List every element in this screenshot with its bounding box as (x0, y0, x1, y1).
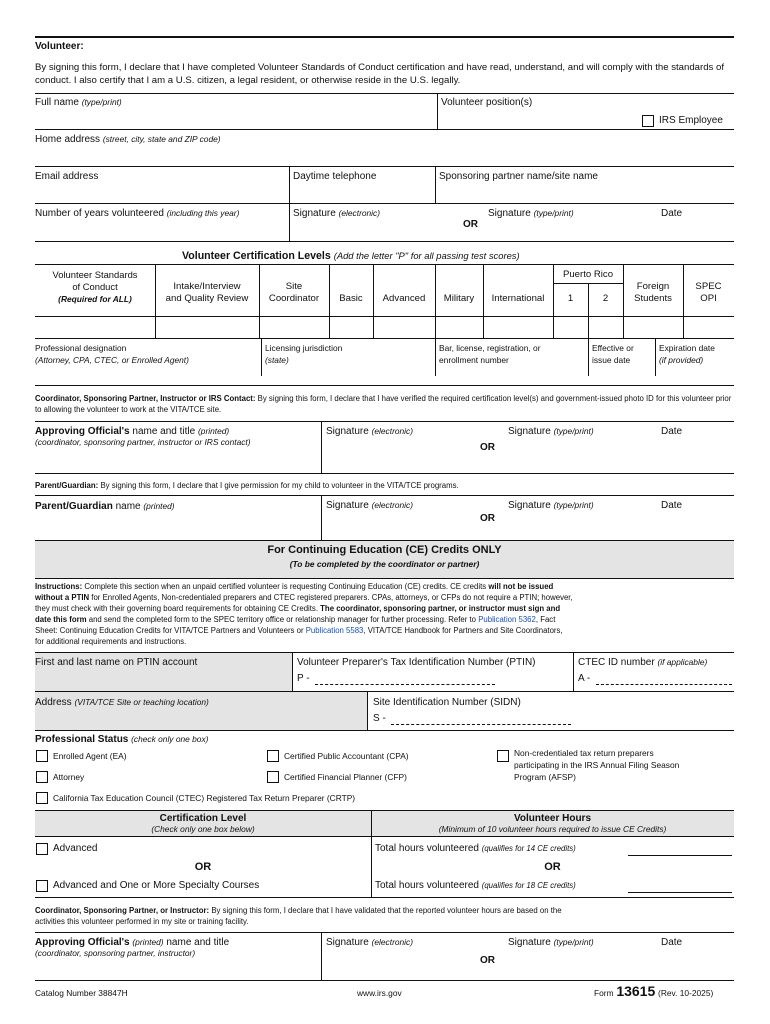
ce-approving-official-label: Approving Official's (printed) name and title (coordinator, sponsoring partner, instructor) (35, 937, 230, 958)
home-address-field[interactable] (35, 146, 734, 166)
or-text: OR (480, 513, 495, 524)
licensing-jurisdiction-label: Licensing jurisdiction (state) (265, 343, 343, 365)
website: www.irs.gov (357, 988, 402, 998)
or-text: OR (463, 219, 478, 230)
coordinator-declaration: Coordinator, Sponsoring Partner, Instructor or IRS Contact: By signing this form, I declare that I have verified the required certification level(s) and government-issued photo ID for this volunteer prior to allowing the volunteer to work at the VITA/TCE site. (35, 394, 732, 414)
years-volunteered-label: Number of years volunteered (including this year) (35, 208, 240, 219)
ptin-input[interactable] (315, 684, 495, 685)
col-basic-header: Basic (339, 293, 363, 304)
non-credentialed-checkbox[interactable] (497, 750, 509, 762)
ctec-id-label: CTEC ID number (if applicable) (578, 657, 708, 668)
sidn-prefix: S - (373, 713, 386, 724)
or-text: OR (480, 442, 495, 453)
col-advanced-header: Advanced (382, 293, 426, 304)
ptin-prefix: P - (297, 673, 310, 684)
ce-cert-level-title: Certification Level (159, 813, 247, 824)
ce-subtitle: (To be completed by the coordinator or partner) (289, 559, 480, 569)
col-spec-opi-header: SPEC OPI (695, 281, 722, 304)
parent-name-label: Parent/Guardian name (printed) (35, 501, 175, 512)
attorney-label: Attorney (53, 772, 85, 782)
site-address-label: Address (VITA/TCE Site or teaching location) (35, 697, 209, 708)
form-id: Form 13615 (Rev. 10-2025) (594, 983, 714, 999)
professional-designation-label: Professional designation (Attorney, CPA, CTEC, or Enrolled Agent) (35, 343, 189, 365)
coordinator-date-label: Date (661, 426, 683, 437)
catalog-number: Catalog Number 38847H (35, 988, 128, 998)
col-vsc-header: Volunteer Standards of Conduct (Required for ALL) (52, 269, 138, 304)
coordinator-signature-typeprint-label: Signature (type/print) (508, 426, 594, 437)
parent-signature-typeprint-label: Signature (type/print) (508, 500, 594, 511)
professional-status-label: Professional Status (check only one box) (35, 734, 209, 745)
effective-date-label: Effective or issue date (592, 343, 634, 365)
advanced-specialty-label: Advanced and One or More Specialty Courses (53, 880, 260, 891)
ce-cert-level-sub: (Check only one box below) (151, 824, 255, 834)
parent-declaration: Parent/Guardian: By signing this form, I declare that I give permission for my child to volunteer in the VITA/TCE programs. (35, 481, 459, 490)
advanced-specialty-checkbox[interactable] (36, 880, 48, 892)
or-text: OR (544, 861, 561, 873)
enrolled-agent-label: Enrolled Agent (EA) (53, 751, 127, 761)
hours-14-label: Total hours volunteered (qualifies for 14 CE credits) (375, 843, 576, 854)
col-site-header: Site Coordinator (268, 281, 320, 304)
col-foreign-students-header: Foreign Students (634, 281, 672, 304)
irs-employee-label: IRS Employee (659, 115, 723, 126)
bar-license-label: Bar, license, registration, or enrollment number (439, 343, 541, 365)
parent-signature-electronic-label: Signature (electronic) (326, 500, 414, 511)
parent-date-label: Date (661, 500, 683, 511)
col-pr-2-header: 2 (602, 293, 609, 304)
advanced-label: Advanced (53, 843, 98, 854)
daytime-telephone-label: Daytime telephone (293, 171, 377, 182)
signature-typeprint-label: Signature (type/print) (488, 208, 574, 219)
signature-electronic-label: Signature (electronic) (293, 208, 381, 219)
col-pr-1-header: 1 (567, 293, 574, 304)
crtp-checkbox[interactable] (36, 792, 48, 804)
test-scores-row[interactable] (35, 317, 734, 337)
cfp-checkbox[interactable] (267, 771, 279, 783)
volunteer-heading: Volunteer: (35, 41, 84, 52)
volunteer-declaration: By signing this form, I declare that I have completed Volunteer Standards of Conduct certification and have read, understand, and will comply with the standards of conduct. I also certify that I am a U.S. citizen, a legal resident, or otherwise reside in the U.S. legally. (35, 62, 725, 86)
col-military-header: Military (443, 293, 475, 304)
cert-levels-title: Volunteer Certification Levels (Add the letter "P" for all passing test scores) (182, 250, 520, 262)
ptin-account-name-label: First and last name on PTIN account (35, 657, 198, 668)
hours-18-label: Total hours volunteered (qualifies for 18 CE credits) (375, 880, 576, 891)
ce-coordinator-declaration: Coordinator, Sponsoring Partner, or Instructor: By signing this form, I declare that I have validated that the reported volunteer hours are based on the activities this volunteer performed in my site or training facility. (35, 906, 562, 926)
expiration-date-label: Expiration date (if provided) (659, 343, 715, 365)
volunteer-position-label: Volunteer position(s) (441, 97, 533, 108)
full-name-label: Full name (type/print) (35, 97, 122, 108)
cpa-checkbox[interactable] (267, 750, 279, 762)
cpa-label: Certified Public Accountant (CPA) (284, 751, 409, 761)
ce-signature-typeprint-label: Signature (type/print) (508, 937, 594, 948)
hours-18-input[interactable] (628, 892, 732, 893)
email-label: Email address (35, 171, 99, 182)
home-address-label: Home address (street, city, state and ZIP code) (35, 134, 221, 145)
col-international-header: International (491, 293, 545, 304)
volunteer-hours-sub: (Minimum of 10 volunteer hours required to issue CE Credits) (438, 824, 667, 834)
coordinator-signature-electronic-label: Signature (electronic) (326, 426, 414, 437)
enrolled-agent-checkbox[interactable] (36, 750, 48, 762)
sidn-input[interactable] (391, 724, 571, 725)
irs-employee-checkbox[interactable] (642, 115, 654, 127)
full-name-field[interactable] (35, 106, 435, 130)
date-label: Date (661, 208, 683, 219)
sidn-label: Site Identification Number (SIDN) (373, 697, 521, 708)
ce-instructions: Instructions: Complete this section when an unpaid certified volunteer is requesting Continuing Education (CE) credits. CE credits will not be issued without a PTIN for Enrolled Agents, Non-credentialed preparers and CTEC registered preparers. CPAs, attorneys, or CFPs do not require a PTIN; however, they must check with their governing board requirements for obtaining CE Credits. The coordinator, sponsoring partner, or instructor must sign and date this form and send the completed form to the SPEC territory office or relationship manager for further processing. Refer to Publication 5362, Fact Sheet: Continuing Education Credits for VITA/TCE Partners and Volunteers or Publication 5583, VITA/TCE Handbook for Partners and Site Coordinators, for additional requirements and instructions. (35, 582, 573, 646)
cfp-label: Certified Financial Planner (CFP) (284, 772, 407, 782)
hours-14-input[interactable] (628, 855, 732, 856)
sponsoring-partner-label: Sponsoring partner name/site name (439, 171, 598, 182)
ce-signature-electronic-label: Signature (electronic) (326, 937, 414, 948)
col-puerto-rico-header: Puerto Rico (562, 269, 614, 280)
attorney-checkbox[interactable] (36, 771, 48, 783)
approving-official-label: Approving Official's name and title (printed) (coordinator, sponsoring partner, instructor or IRS contact) (35, 426, 251, 447)
advanced-checkbox[interactable] (36, 843, 48, 855)
col-intake-header: Intake/Interview and Quality Review (165, 281, 249, 304)
non-credentialed-label: Non-credentialed tax return preparers participating in the IRS Annual Filing Season Program (AFSP) (514, 748, 680, 782)
crtp-label: California Tax Education Council (CTEC) Registered Tax Return Preparer (CRTP) (53, 793, 356, 803)
ce-title: For Continuing Education (CE) Credits ONLY (267, 544, 502, 556)
volunteer-hours-title: Volunteer Hours (513, 813, 592, 824)
ctec-prefix: A - (578, 673, 591, 684)
ctec-input[interactable] (596, 684, 732, 685)
or-text: OR (194, 861, 212, 873)
ptin-label: Volunteer Preparer's Tax Identification Number (PTIN) (297, 657, 536, 668)
ce-date-label: Date (661, 937, 683, 948)
or-text: OR (480, 955, 495, 966)
